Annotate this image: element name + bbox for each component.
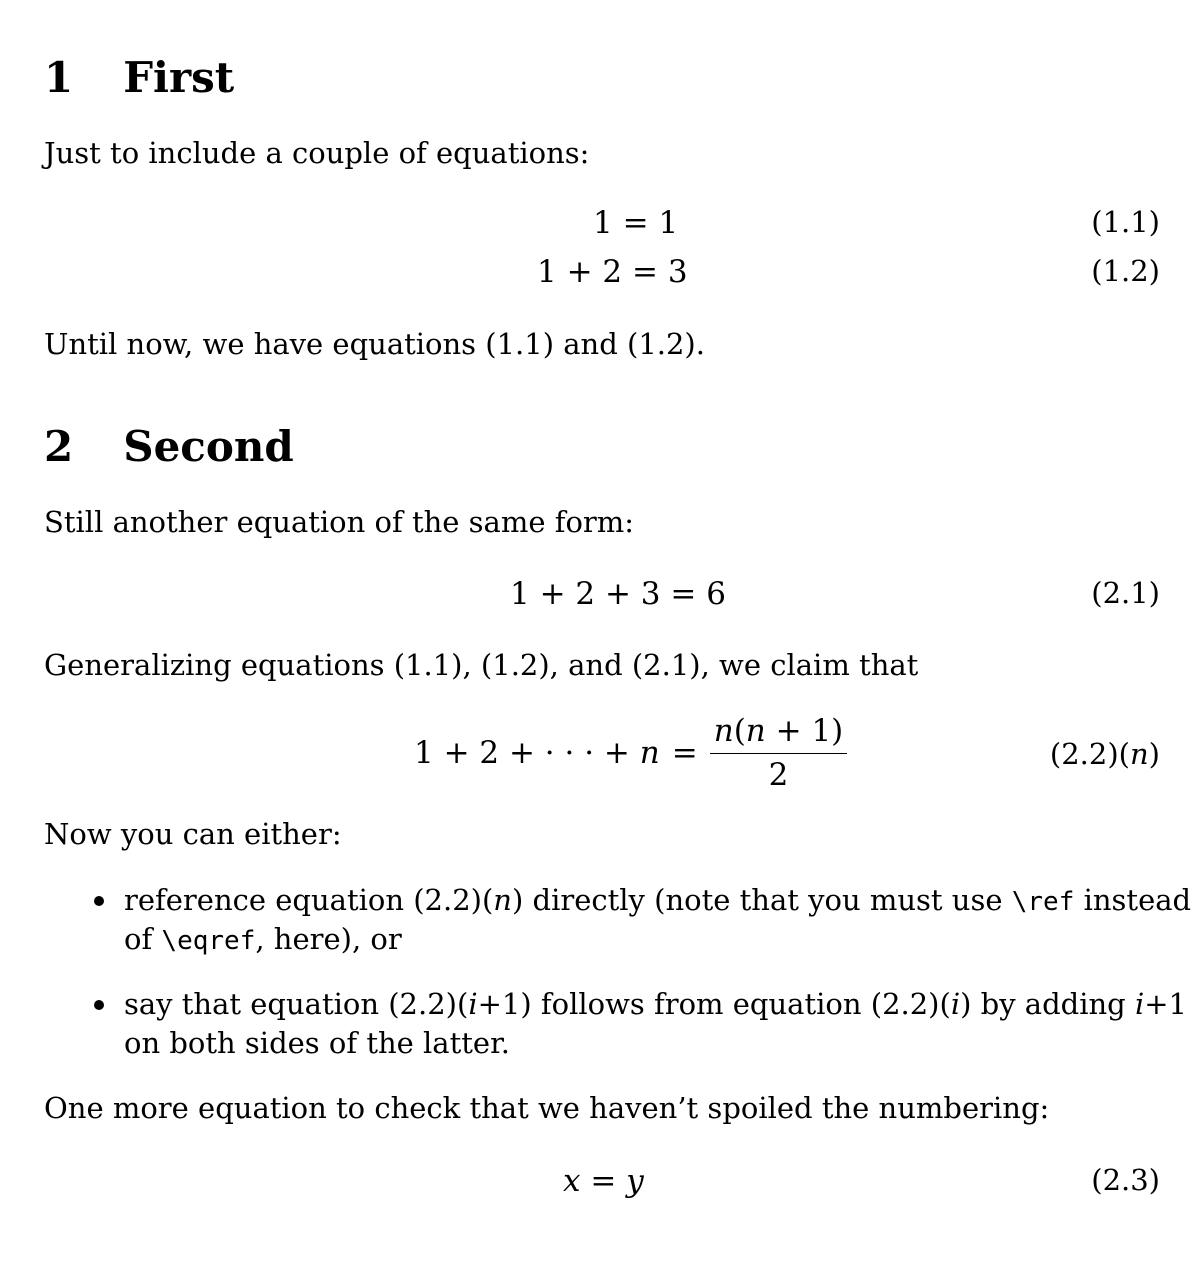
list-text: say that equation (2.2)( xyxy=(124,987,469,1021)
equation-tag: (2.1) xyxy=(1091,576,1160,610)
equation-tag: (2.3) xyxy=(1091,1163,1160,1197)
fraction xyxy=(710,713,848,793)
list-text: +1) follows from equation (2.2)( xyxy=(477,987,951,1021)
equation-1-1 xyxy=(593,205,679,241)
eq-variable: y xyxy=(626,1163,644,1199)
eq-lhs: 1 xyxy=(593,205,613,241)
section-number: 2 xyxy=(44,422,74,471)
math-variable: i xyxy=(468,987,478,1021)
eq-rel: = xyxy=(632,254,658,290)
list-text: ) directly (note that you must use xyxy=(511,883,1012,917)
math-variable: i xyxy=(1134,987,1145,1021)
paragraph: Now you can either: xyxy=(44,817,342,851)
eq-variable: x xyxy=(563,1163,581,1199)
inline-code: \eqref xyxy=(161,926,256,956)
equation-tag xyxy=(1049,737,1160,771)
eq-variable: n xyxy=(745,713,766,749)
fraction-denominator: 2 xyxy=(768,757,789,793)
paragraph: One more equation to check that we haven’t spoiled the numbering: xyxy=(44,1091,1050,1125)
paragraph: Still another equation of the same form: xyxy=(44,505,635,539)
list-text: reference equation (2.2)( xyxy=(124,883,494,917)
math-variable: i xyxy=(950,987,961,1021)
eq-rel: = xyxy=(671,735,698,771)
list-item-line xyxy=(124,922,402,957)
equation-2-1 xyxy=(510,576,726,612)
equation-1-2 xyxy=(537,254,688,290)
bullet-icon xyxy=(94,896,104,906)
list-item-line xyxy=(124,987,1187,1022)
bullet-icon xyxy=(94,1000,104,1010)
equation-2-3 xyxy=(563,1163,644,1199)
list-text: +1 xyxy=(1144,987,1187,1021)
math-variable: n xyxy=(493,883,512,917)
equation-tag: (1.2) xyxy=(1091,254,1160,288)
section-heading-2 xyxy=(44,422,294,471)
eq-rhs: 6 xyxy=(706,576,726,612)
list-item-line xyxy=(124,883,1191,918)
list-text: ) by adding xyxy=(960,987,1135,1021)
list-item-line: on both sides of the latter. xyxy=(124,1026,510,1060)
section-title: First xyxy=(123,53,235,102)
paragraph: Until now, we have equations (1.1) and (1.2). xyxy=(44,327,705,361)
eq-variable: n xyxy=(639,735,660,771)
list-text: instead xyxy=(1074,883,1192,917)
eq-lhs: 1 + 2 xyxy=(537,254,623,290)
tag-variable: n xyxy=(1129,737,1149,771)
paragraph: Generalizing equations (1.1), (1.2), and (2.1), we claim that xyxy=(44,648,919,682)
inline-code: \ref xyxy=(1011,887,1075,917)
list-text: , here), or xyxy=(255,922,402,956)
fraction-numerator xyxy=(710,713,848,754)
section-number: 1 xyxy=(44,53,74,102)
eq-text: ( xyxy=(733,713,746,749)
eq-text: + 1) xyxy=(765,713,844,749)
eq-lhs: 1 + 2 + · · · + xyxy=(414,735,640,771)
eq-variable: n xyxy=(713,713,734,749)
eq-rel: = xyxy=(590,1163,617,1199)
eq-rhs: 3 xyxy=(667,254,688,290)
equation-2-2 xyxy=(414,713,847,793)
section-heading-1 xyxy=(44,53,235,102)
eq-rhs: 1 xyxy=(658,205,679,241)
equation-tag: (1.1) xyxy=(1091,205,1160,239)
section-title: Second xyxy=(123,422,294,471)
tag-text: (2.2)( xyxy=(1049,737,1130,771)
eq-rel: = xyxy=(622,205,649,241)
tag-text: ) xyxy=(1148,737,1160,771)
list-text: of xyxy=(124,922,162,956)
paragraph: Just to include a couple of equations: xyxy=(44,136,590,170)
eq-lhs: 1 + 2 + 3 xyxy=(510,576,661,612)
eq-rel: = xyxy=(670,576,697,612)
